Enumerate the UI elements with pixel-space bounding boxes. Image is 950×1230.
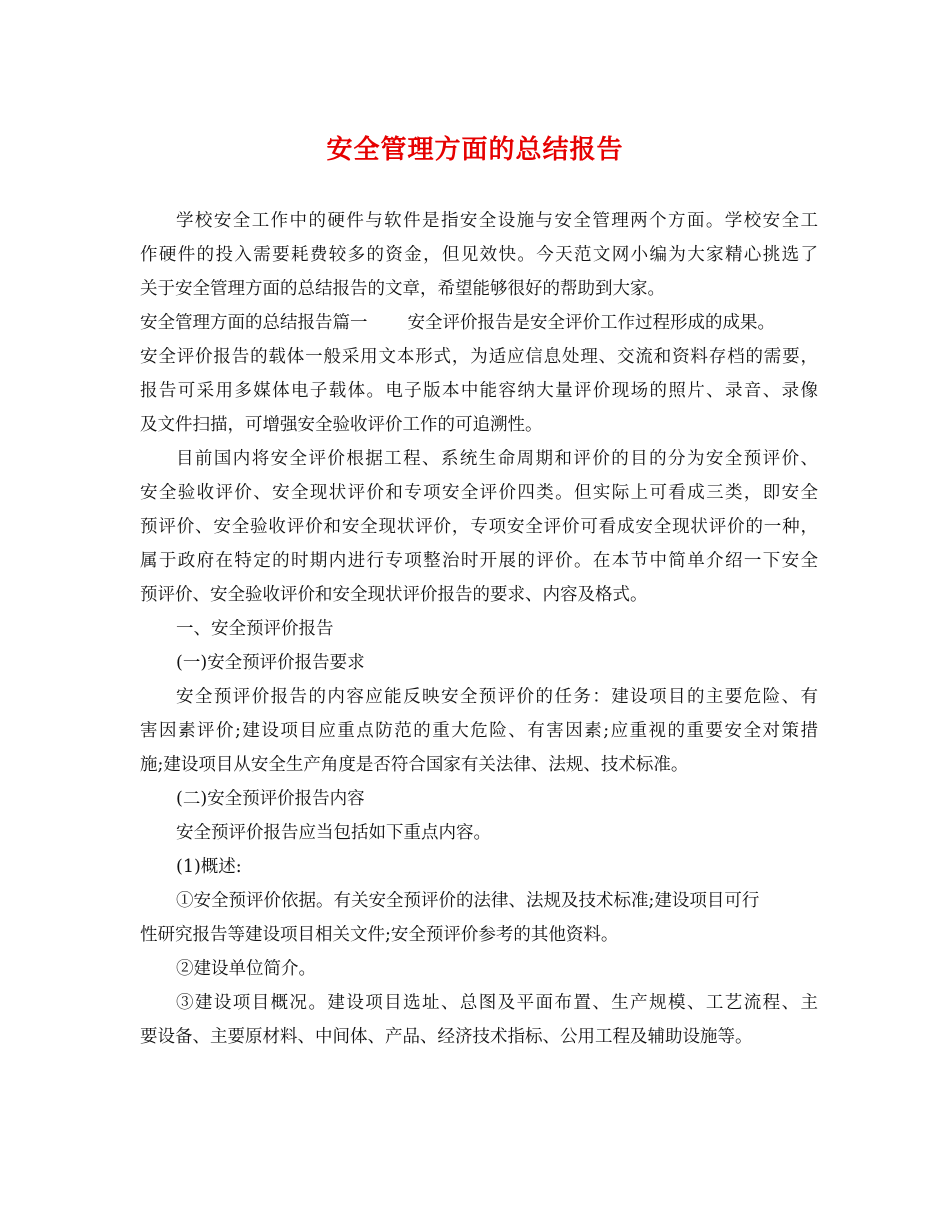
section-heading: 一、安全预评价报告 [176,619,334,639]
paragraph-line: 目前国内将安全评价根据工程、系统生命周期和评价的目的分为安全预评价、 [176,449,818,469]
document-title: 安全管理方面的总结报告 [326,135,624,165]
paragraph-line: 预评价、安全验收评价和安全现状评价，专项安全评价可看成安全现状评价的一种， [140,517,818,537]
subsection-heading: (一)安全预评价报告要求 [176,653,365,673]
paragraph-text: 安全评价报告是安全评价工作过程形成的成果。 [407,313,775,333]
list-item-line: ③建设项目概况。建设项目选址、总图及平面布置、生产规模、工艺流程、主 [176,993,818,1013]
paragraph-line: 安全验收评价、安全现状评价和专项安全评价四类。但实际上可看成三类，即安全 [140,483,818,503]
paragraph-line: 关于安全管理方面的总结报告的文章，希望能够很好的帮助到大家。 [140,279,665,299]
section-heading: 安全管理方面的总结报告篇一 [140,313,368,333]
subsection-heading: (二)安全预评价报告内容 [176,789,365,809]
paragraph-line: 安全预评价报告的内容应能反映安全预评价的任务：建设项目的主要危险、有 [176,687,818,707]
paragraph-line: 及文件扫描，可增强安全验收评价工作的可追溯性。 [140,415,543,435]
list-item-line: ②建设单位简介。 [176,959,316,979]
section-heading-line [140,306,818,340]
paragraph-line: 作硬件的投入需要耗费较多的资金，但见效快。今天范文网小编为大家精心挑选了 [140,245,818,265]
list-heading: (1)概述: [176,857,242,877]
paragraph-line: 安全预评价报告应当包括如下重点内容。 [176,823,491,843]
paragraph-line: 预评价、安全验收评价和安全现状评价报告的要求、内容及格式。 [140,585,648,605]
list-item-line: 性研究报告等建设项目相关文件;安全预评价参考的其他资料。 [140,925,619,945]
list-item-line: ①安全预评价依据。有关安全预评价的法律、法规及技术标准;建设项目可行 [176,891,760,911]
paragraph-line: 安全评价报告的载体一般采用文本形式，为适应信息处理、交流和资料存档的需要， [140,347,818,367]
paragraph-line: 害因素评价;建设项目应重点防范的重大危险、有害因素;应重视的重要安全对策措 [140,721,818,741]
paragraph-line: 报告可采用多媒体电子载体。电子版本中能容纳大量评价现场的照片、录音、录像 [140,381,818,401]
paragraph-line: 学校安全工作中的硬件与软件是指安全设施与安全管理两个方面。学校安全工 [176,211,818,231]
paragraph-line: 属于政府在特定的时期内进行专项整治时开展的评价。在本节中简单介绍一下安全 [140,551,818,571]
list-item-line: 要设备、主要原材料、中间体、产品、经济技术指标、公用工程及辅助设施等。 [140,1027,753,1047]
document-body [140,204,818,1054]
paragraph-line: 施;建设项目从安全生产角度是否符合国家有关法律、法规、技术标准。 [140,755,689,775]
